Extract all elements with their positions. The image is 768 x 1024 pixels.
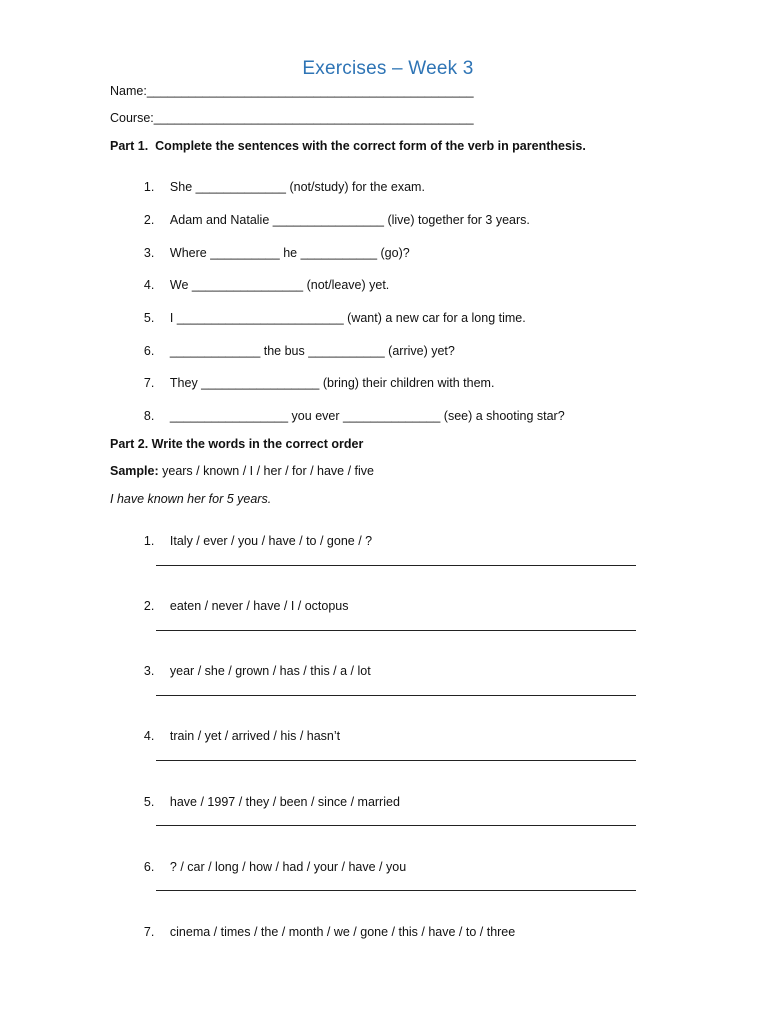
item-number: 6. [143,860,155,874]
item-text: _____________ the bus ___________ (arrive) yet? [169,344,455,358]
answer-line[interactable] [156,630,636,631]
item-number: 4. [143,729,155,743]
item-number: 7. [143,925,155,939]
part2-item [130,781,400,823]
sample-line [110,464,374,478]
part1-item [130,395,565,437]
item-text: Where __________ he ___________ (go)? [169,246,410,260]
name-field-line: Name:_______________________________________________ [110,84,474,98]
part2-item [130,715,340,757]
part2-item [130,520,372,562]
course-field-line: Course:______________________________________________ [110,111,474,125]
item-number: 5. [143,795,155,809]
item-number: 2. [143,213,155,227]
item-text: She _____________ (not/study) for the exam. [169,180,425,194]
part2-item [130,650,371,692]
item-number: 2. [143,599,155,613]
answer-line[interactable] [156,760,636,761]
item-text: cinema / times / the / month / we / gone / this / have / to / three [169,925,516,939]
answer-line[interactable] [156,825,636,826]
item-text: have / 1997 / they / been / since / married [169,795,400,809]
page-title: Exercises – Week 3 [302,58,474,79]
answer-line[interactable] [156,890,636,891]
item-text: We ________________ (not/leave) yet. [169,278,390,292]
item-number: 8. [143,409,155,423]
item-number: 1. [143,180,155,194]
item-number: 1. [143,534,155,548]
part2-item [130,585,349,627]
item-number: 3. [143,246,155,260]
answer-line[interactable] [156,565,636,566]
item-text: I ________________________ (want) a new car for a long time. [169,311,526,325]
sample-text: years / known / I / her / for / have / five [158,464,375,478]
item-number: 7. [143,376,155,390]
item-text: Adam and Natalie ________________ (live) together for 3 years. [169,213,530,227]
item-text: ? / car / long / how / had / your / have / you [169,860,407,874]
part1-heading: Part 1. Complete the sentences with the correct form of the verb in parenthesis. [110,139,586,153]
item-number: 5. [143,311,155,325]
item-number: 3. [143,664,155,678]
part2-heading: Part 2. Write the words in the correct order [110,437,364,451]
item-text: Italy / ever / you / have / to / gone / ? [169,534,373,548]
answer-line[interactable] [156,695,636,696]
sample-label: Sample: [110,464,159,478]
item-text: train / yet / arrived / his / hasn’t [169,729,341,743]
part2-item [130,911,515,953]
item-number: 4. [143,278,155,292]
item-number: 6. [143,344,155,358]
item-text: year / she / grown / has / this / a / lot [169,664,371,678]
item-text: _________________ you ever ______________ (see) a shooting star? [169,409,565,423]
item-text: eaten / never / have / I / octopus [169,599,349,613]
item-text: They _________________ (bring) their children with them. [169,376,495,390]
sample-answer: I have known her for 5 years. [110,492,272,506]
part2-item [130,846,406,888]
